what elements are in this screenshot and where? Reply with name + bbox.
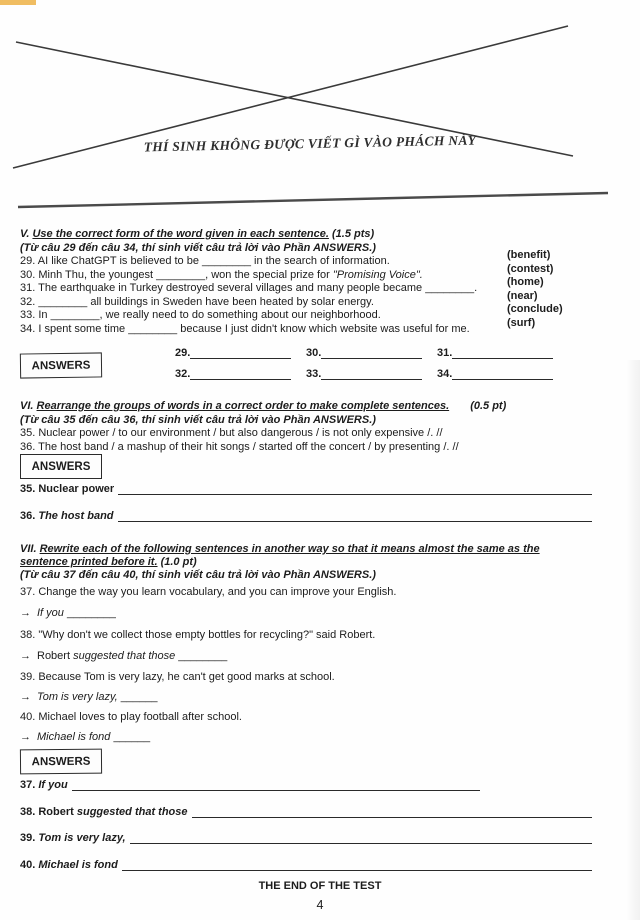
question-40: 40. Michael loves to play football after school. [20, 711, 242, 723]
question-36: 36. The host band / a mashup of their hit songs / started off the concert / by presenting /. // [20, 440, 459, 453]
question-34: 34. I spent some time ________ because I just didn't know which website was useful for me. [20, 322, 470, 335]
answer-slot-32: 32. [175, 368, 305, 380]
section-vii-title-line2: sentence printed before it. [20, 556, 158, 569]
answer-blank-33 [321, 368, 422, 380]
section-vi-heading [20, 400, 620, 414]
answer-38-writing-line [192, 814, 593, 818]
rewrite-prompt-40: → Michael is fond ______ [20, 731, 151, 743]
arrow-icon: → [20, 650, 31, 662]
section-vii-points: (1.0 pt) [160, 556, 197, 569]
section-vii-instruction-vi: (Từ câu 37 đến câu 40, thí sinh viết câu trả lời vào Phần ANSWERS.) [20, 569, 376, 582]
answer-36-stem: The host band [38, 510, 114, 522]
section-vi-points: (0.5 pt) [470, 400, 507, 412]
answer-blank-30 [321, 347, 422, 359]
answer-blank-32 [190, 368, 291, 380]
answer-slot-29: 29. [175, 347, 305, 359]
question-38: 38. "Why don't we collect those empty bottles for recycling?" said Robert. [20, 629, 376, 641]
section-vi-title: Rearrange the groups of words in a correct order to make complete sentences. [36, 400, 450, 412]
question-39: 39. Because Tom is very lazy, he can't get good marks at school. [20, 671, 335, 683]
answer-40-writing-line [122, 867, 592, 871]
section-divider-line [18, 193, 608, 207]
answer-line-39: 39. Tom is very lazy, [20, 832, 592, 844]
rewrite-prompt-37: → If you ________ [20, 607, 116, 619]
answer-slot-31: 31. [437, 347, 567, 359]
section-vii-number: VII. [20, 543, 37, 555]
answers-box-section-v: ANSWERS [20, 352, 102, 378]
rewrite-prompt-39: → Tom is very lazy, ______ [20, 691, 158, 703]
answer-line-35: 35. Nuclear power [20, 483, 592, 495]
section-v-points: (1.5 pts) [331, 228, 375, 240]
arrow-icon: → [20, 607, 31, 619]
word-surf: (surf) [507, 316, 536, 329]
prompt-39-blank: ______ [120, 691, 158, 703]
section-vi-instruction-vi: (Từ câu 35 đến câu 36, thí sinh viết câu trả lời vào Phần ANSWERS.) [20, 413, 376, 426]
section-vi [20, 400, 620, 454]
scan-edge-shadow [626, 360, 640, 920]
answer-line-36: 36. The host band [20, 510, 592, 522]
answer-grid-row-2 [175, 368, 568, 380]
section-v [20, 228, 500, 336]
quoted-title: "Promising Voice". [332, 268, 423, 281]
word-contest: (contest) [507, 262, 554, 275]
answer-slot-30: 30. [306, 347, 436, 359]
section-v-number: V. [20, 228, 30, 240]
word-conclude: (conclude) [507, 303, 563, 315]
answer-blank-31 [452, 347, 553, 359]
question-31: 31. The earthquake in Turkey destroyed several villages and many people became ________. [20, 282, 478, 294]
answer-36-writing-line [118, 518, 592, 522]
end-of-test-label: THE END OF THE TEST [258, 880, 382, 892]
phach-notice: THÍ SINH KHÔNG ĐƯỢC VIẾT GÌ VÀO PHÁCH NÀY [143, 132, 477, 155]
answers-box-section-vi: ANSWERS [20, 454, 102, 479]
word-benefit: (benefit) [507, 249, 551, 261]
question-29: 29. AI like ChatGPT is believed to be ________ in the search of information. [20, 255, 390, 267]
word-home: (home) [507, 276, 544, 288]
answer-slot-34: 34. [437, 368, 567, 380]
answer-line-37: 37. If you [20, 779, 480, 791]
answer-line-40: 40. Michael is fond [20, 859, 592, 871]
question-35: 35. Nuclear power / to our environment / but also dangerous / is not only expensive /. // [20, 427, 443, 439]
question-37: 37. Change the way you learn vocabulary, and you can improve your English. [20, 586, 397, 598]
question-32: 32. ________ all buildings in Sweden have been heated by solar energy. [20, 295, 374, 308]
question-33: 33. In ________, we really need to do something about our neighborhood. [20, 309, 381, 321]
word-bank-column [507, 249, 563, 330]
prompt-37-blank: ________ [66, 607, 116, 619]
word-near: (near) [507, 289, 538, 302]
answer-blank-29 [190, 347, 291, 359]
answer-slot-33: 33. [306, 368, 436, 380]
prompt-38-blank: ________ [178, 650, 228, 662]
arrow-icon: → [20, 731, 31, 743]
answer-35-stem: Nuclear power [38, 483, 115, 495]
section-v-heading [20, 228, 500, 242]
page-number: 4 [316, 898, 324, 912]
answer-grid-row-1 [175, 347, 568, 359]
section-vi-number: VI. [20, 400, 34, 412]
section-vii-heading [20, 543, 625, 583]
rewrite-prompt-38: → Robert suggested that those ________ [20, 650, 228, 662]
section-v-instruction-vi: (Từ câu 29 đến câu 34, thí sinh viết câu trả lời vào Phần ANSWERS.) [20, 241, 376, 254]
answer-39-writing-line [130, 840, 592, 844]
section-v-title: Use the correct form of the word given in each sentence. [32, 228, 329, 240]
phach-crossout-region [0, 0, 640, 220]
answer-37-writing-line [72, 787, 480, 791]
question-30: 30. Minh Thu, the youngest ________, won the special prize for "Promising Voice". [20, 268, 423, 281]
prompt-40-blank: ______ [113, 731, 151, 743]
answer-35-writing-line [118, 491, 592, 495]
section-vii-title-line1: Rewrite each of the following sentences in another way so that it means almost the same as the [39, 543, 540, 555]
arrow-icon: → [20, 691, 31, 703]
answers-box-section-vii: ANSWERS [20, 749, 102, 775]
answer-line-38: 38. Robert suggested that those [20, 806, 592, 818]
answer-blank-34 [452, 368, 553, 380]
